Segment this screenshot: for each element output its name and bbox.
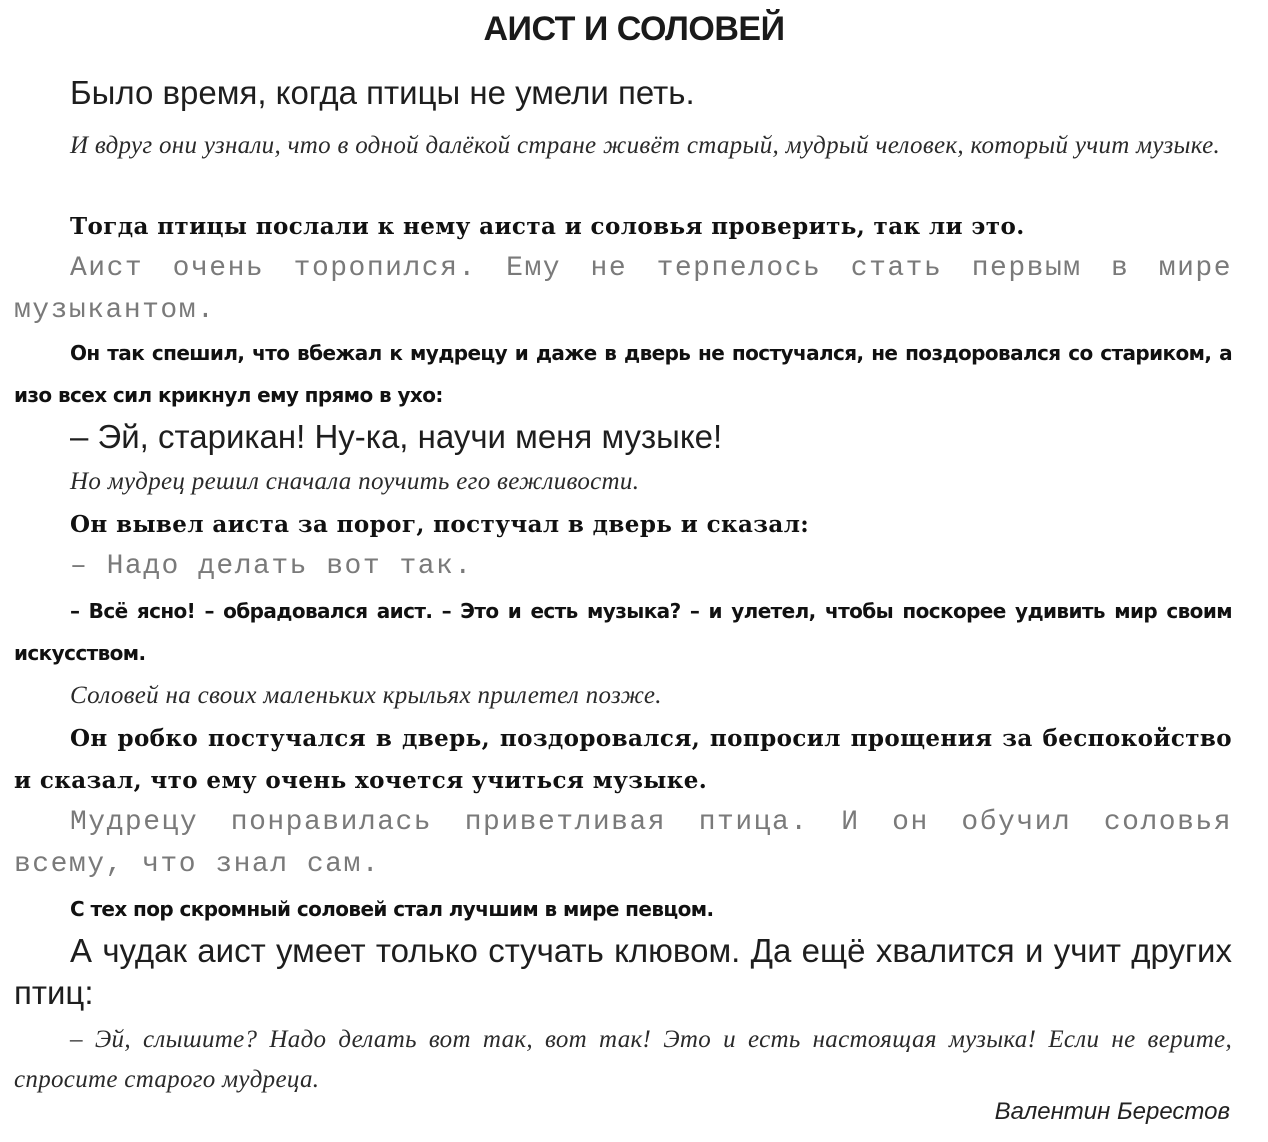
- paragraph-9: – Надо делать вот так.: [70, 551, 473, 582]
- paragraph-6: – Эй, старикан! Ну-ка, научи меня музыке!: [70, 418, 723, 455]
- paragraph-11: Соловей на своих маленьких крыльях прилетел позже.: [70, 682, 662, 709]
- story-title: АИСТ И СОЛОВЕЙ: [483, 10, 785, 48]
- paragraph-16: – Эй, слышите? Надо делать вот так, вот так! Это и есть настоящая музыка! Если не верите, спросите старого мудреца.: [14, 1026, 1232, 1093]
- paragraph-12: Он робко постучался в дверь, поздоровался, попросил прощения за беспокойство и сказал, что ему очень хочется учиться музыке.: [14, 725, 1232, 794]
- author-signature: Валентин Берестов: [994, 1098, 1230, 1125]
- paragraph-13: Мудрецу понравилась приветливая птица. И он обучил соловья всему, что знал сам.: [14, 807, 1232, 880]
- paragraph-7: Но мудрец решил сначала поучить его вежливости.: [70, 468, 640, 495]
- paragraph-8: Он вывел аиста за порог, постучал в дверь и сказал:: [70, 511, 810, 538]
- paragraph-1: Было время, когда птицы не умели петь.: [70, 74, 695, 111]
- paragraph-14: С тех пор скромный соловей стал лучшим в мире певцом.: [70, 897, 714, 921]
- paragraph-5: Он так спешил, что вбежал к мудрецу и даже в дверь не постучался, не поздоровался со стариком, а изо всех сил крикнул ему прямо в ухо:: [14, 341, 1232, 407]
- paragraph-15: А чудак аист умеет только стучать клювом. Да ещё хвалится и учит других птиц:: [14, 932, 1232, 1011]
- paragraph-3: Тогда птицы послали к нему аиста и соловья проверить, так ли это.: [70, 213, 1025, 240]
- paragraph-10: – Всё ясно! – обрадовался аист. – Это и есть музыка? – и улетел, чтобы поскорее удивить мир своим искусством.: [14, 599, 1232, 665]
- paragraph-4: Аист очень торопился. Ему не терпелось стать первым в мире музыкантом.: [14, 253, 1232, 326]
- paragraph-2: И вдруг они узнали, что в одной далёкой стране живёт старый, мудрый человек, который учит музыке.: [70, 132, 1221, 159]
